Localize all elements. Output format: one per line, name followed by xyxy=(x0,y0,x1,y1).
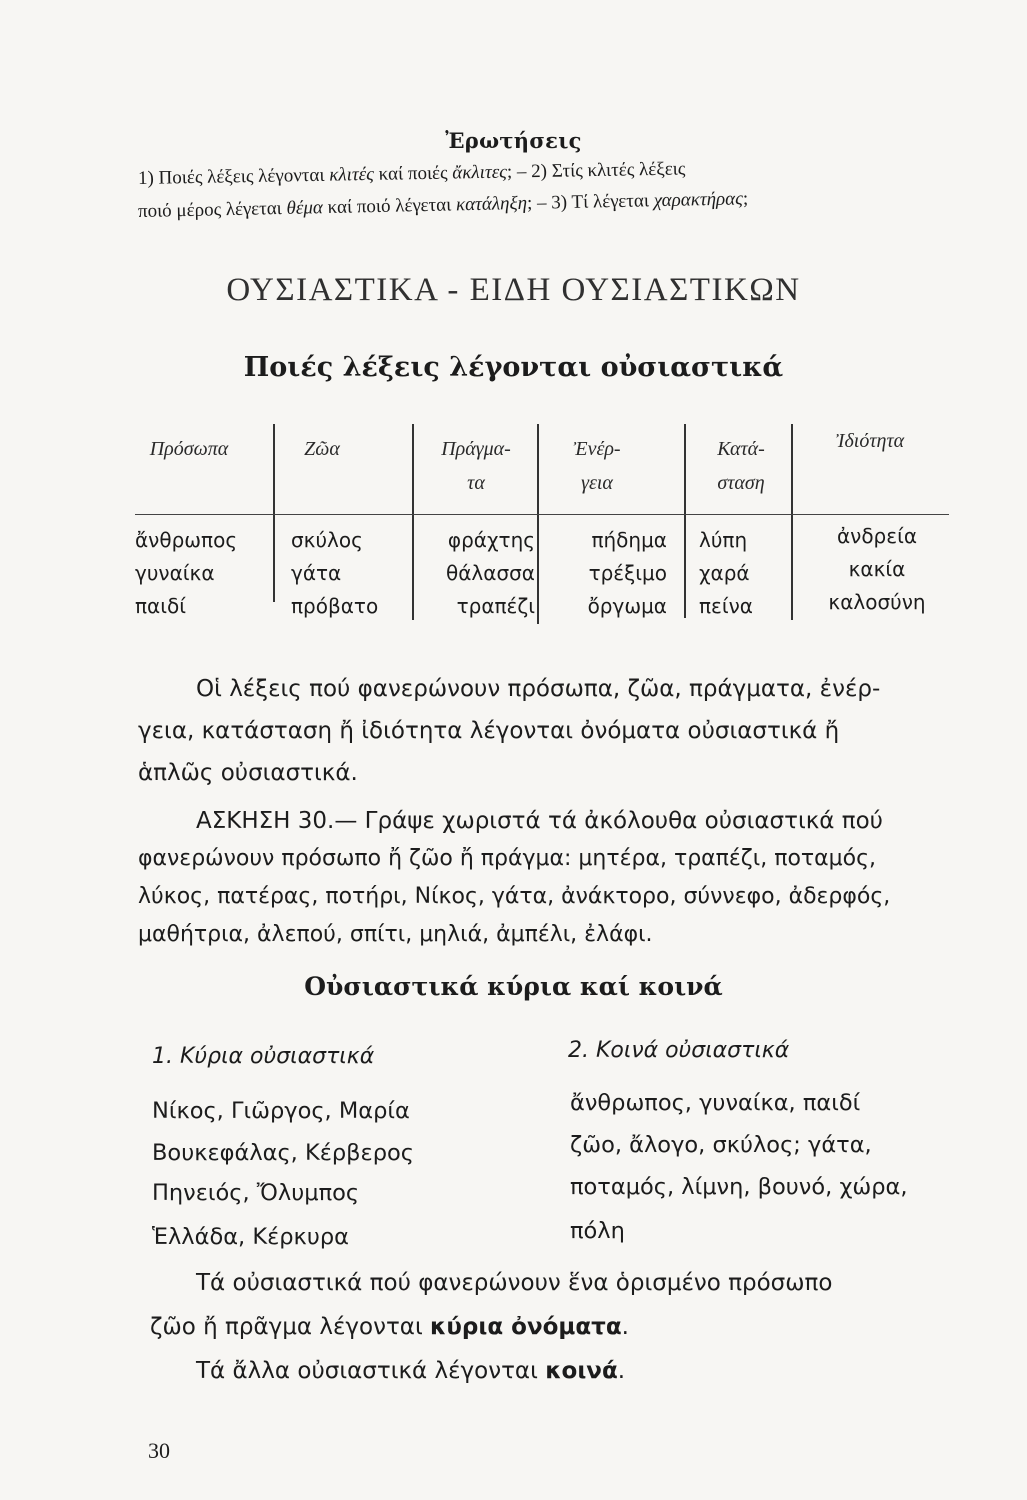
header-label: γεια xyxy=(581,472,613,494)
question-text: ; – 2) Στίς κλιτές λέξεις xyxy=(506,158,686,183)
list-item: Ἑλλάδα, Κέρκυρα xyxy=(152,1224,349,1250)
question-term: ἄκλιτες xyxy=(452,161,508,184)
list-item: Βουκεφάλας, Κέρβερος xyxy=(152,1140,414,1166)
question-text: ; xyxy=(742,188,749,210)
table-column-things xyxy=(419,524,535,623)
table-cell: παιδί xyxy=(135,594,186,618)
table-header-animals xyxy=(277,432,367,466)
common-nouns-heading: 2. Κοινά οὐσιαστικά xyxy=(568,1038,790,1063)
table-cell: τρέξιμο xyxy=(588,561,667,585)
table-cell: θάλασσα xyxy=(446,561,535,585)
list-item: ποταμός, λίμνη, βουνό, χώρα, xyxy=(570,1174,908,1200)
table-column-state xyxy=(699,524,753,623)
rule-text: ζῶο ἤ πρᾶγμα λέγονται xyxy=(150,1314,431,1340)
table-column-animals xyxy=(291,524,378,623)
table-cell: ἀνδρεία xyxy=(836,524,918,548)
rule-line-3 xyxy=(196,1358,1027,1384)
exercise-line-1: ΑΣΚΗΣΗ 30.— Γράψε χωριστά τά ἀκόλουθα οὐσιαστικά πού xyxy=(196,808,883,834)
table-cell: φράχτης xyxy=(447,528,535,552)
page-number: 30 xyxy=(148,1438,170,1463)
section-title-proper-common: Οὐσιαστικά κύρια καί κοινά xyxy=(304,972,723,1001)
question-text: 1) Ποιές λέξεις λέγονται xyxy=(137,164,330,189)
rule-line-2 xyxy=(150,1314,1000,1340)
table-cell: χαρά xyxy=(699,561,750,585)
questions-heading: Ἐρωτήσεις xyxy=(445,128,582,153)
chapter-title: ΟΥΣΙΑΣΤΙΚΑ - ΕΙΔΗ ΟΥΣΙΑΣΤΙΚΩΝ xyxy=(226,272,801,308)
table-divider xyxy=(273,424,275,602)
table-cell: ἄνθρωπος xyxy=(135,528,238,552)
rule-text: . xyxy=(621,1314,629,1340)
table-cell: σκύλος xyxy=(291,528,363,552)
question-text: καί ποιές xyxy=(373,162,453,185)
table-header-things xyxy=(417,432,535,500)
definition-line-1: Οἱ λέξεις πού φανερώνουν πρόσωπα, ζῶα, πράγματα, ἐνέρ- xyxy=(196,676,881,702)
table-header-quality xyxy=(795,424,945,458)
exercise-line-2: φανερώνουν πρόσωπο ἤ ζῶο ἤ πράγμα: μητέρα, τραπέζι, ποταμός, xyxy=(138,846,877,871)
table-column-action xyxy=(547,524,667,623)
header-label: Ζῶα xyxy=(304,438,340,460)
header-label: Πράγμα- xyxy=(441,438,511,460)
proper-nouns-heading: 1. Κύρια οὐσιαστικά xyxy=(152,1044,375,1069)
exercise-line-3: λύκος, πατέρας, ποτήρι, Νίκος, γάτα, ἀνάκτορο, σύννεφο, ἀδερφός, xyxy=(138,884,891,909)
header-label: Ἐνέρ- xyxy=(573,438,621,460)
table-cell: γάτα xyxy=(291,561,342,585)
table-cell: τραπέζι xyxy=(456,594,535,618)
table-cell: πείνα xyxy=(699,594,753,618)
header-label: Κατά- xyxy=(717,438,765,460)
list-item: ζῶο, ἄλογο, σκύλος; γάτα, xyxy=(570,1132,872,1158)
rule-term-proper: κύρια ὀνόματα xyxy=(430,1314,622,1340)
header-label: Πρόσωπα xyxy=(149,438,229,460)
rule-term-common: κοινά xyxy=(545,1358,618,1384)
table-column-quality xyxy=(809,520,945,619)
header-label: σταση xyxy=(717,472,765,494)
table-column-persons xyxy=(135,524,237,623)
list-item: Πηνειός, Ὄλυμπος xyxy=(152,1180,360,1206)
table-divider xyxy=(791,424,793,620)
table-cell: πήδημα xyxy=(591,528,667,552)
list-item: πόλη xyxy=(570,1218,625,1244)
rule-text: Τά ἄλλα οὐσιαστικά λέγονται xyxy=(196,1358,546,1384)
question-text: ποιό μέρος λέγεται xyxy=(137,197,287,222)
table-divider xyxy=(412,424,414,620)
table-divider xyxy=(684,424,686,618)
question-term: κατάληξη xyxy=(455,192,528,216)
rule-text: . xyxy=(617,1358,626,1384)
question-term: χαρακτήρας xyxy=(653,188,744,212)
table-cell: ὄργωμα xyxy=(587,594,667,618)
definition-line-3: ἁπλῶς οὐσιαστικά. xyxy=(138,760,358,786)
table-header-rule xyxy=(135,514,949,515)
table-cell: γυναίκα xyxy=(135,561,215,585)
question-line-2 xyxy=(138,183,988,223)
rule-line-1: Τά οὐσιαστικά πού φανερώνουν ἕνα ὁρισμένο πρόσωπο xyxy=(196,1270,833,1296)
question-line-1 xyxy=(138,153,988,190)
question-text: ; – 3) Τί λέγεται xyxy=(526,190,654,214)
list-item: Νίκος, Γιῶργος, Μαρία xyxy=(152,1098,410,1124)
exercise-line-4: μαθήτρια, ἀλεπού, σπίτι, μηλιά, ἀμπέλι, ἐλάφι. xyxy=(138,922,653,947)
table-cell: πρόβατο xyxy=(291,594,379,618)
header-label: Ἰδιότητα xyxy=(835,430,905,452)
table-cell: καλοσύνη xyxy=(828,590,926,614)
header-label: τα xyxy=(467,472,485,494)
question-term: κλιτές xyxy=(329,163,375,186)
table-header-persons xyxy=(135,432,243,466)
noun-categories-table xyxy=(135,424,955,636)
table-header-state xyxy=(691,432,791,500)
table-cell: λύπη xyxy=(699,528,748,552)
question-term: θέμα xyxy=(286,197,324,219)
section-title-what-are-nouns: Ποιές λέξεις λέγονται οὐσιαστικά xyxy=(243,352,784,383)
table-cell: κακία xyxy=(848,557,906,581)
definition-line-2: γεια, κατάσταση ἤ ἰδιότητα λέγονται ὀνόματα οὐσιαστικά ἤ xyxy=(138,718,840,744)
table-header-action xyxy=(537,432,657,500)
question-text: καί ποιό λέγεται xyxy=(322,194,457,219)
list-item: ἄνθρωπος, γυναίκα, παιδί xyxy=(570,1090,861,1116)
